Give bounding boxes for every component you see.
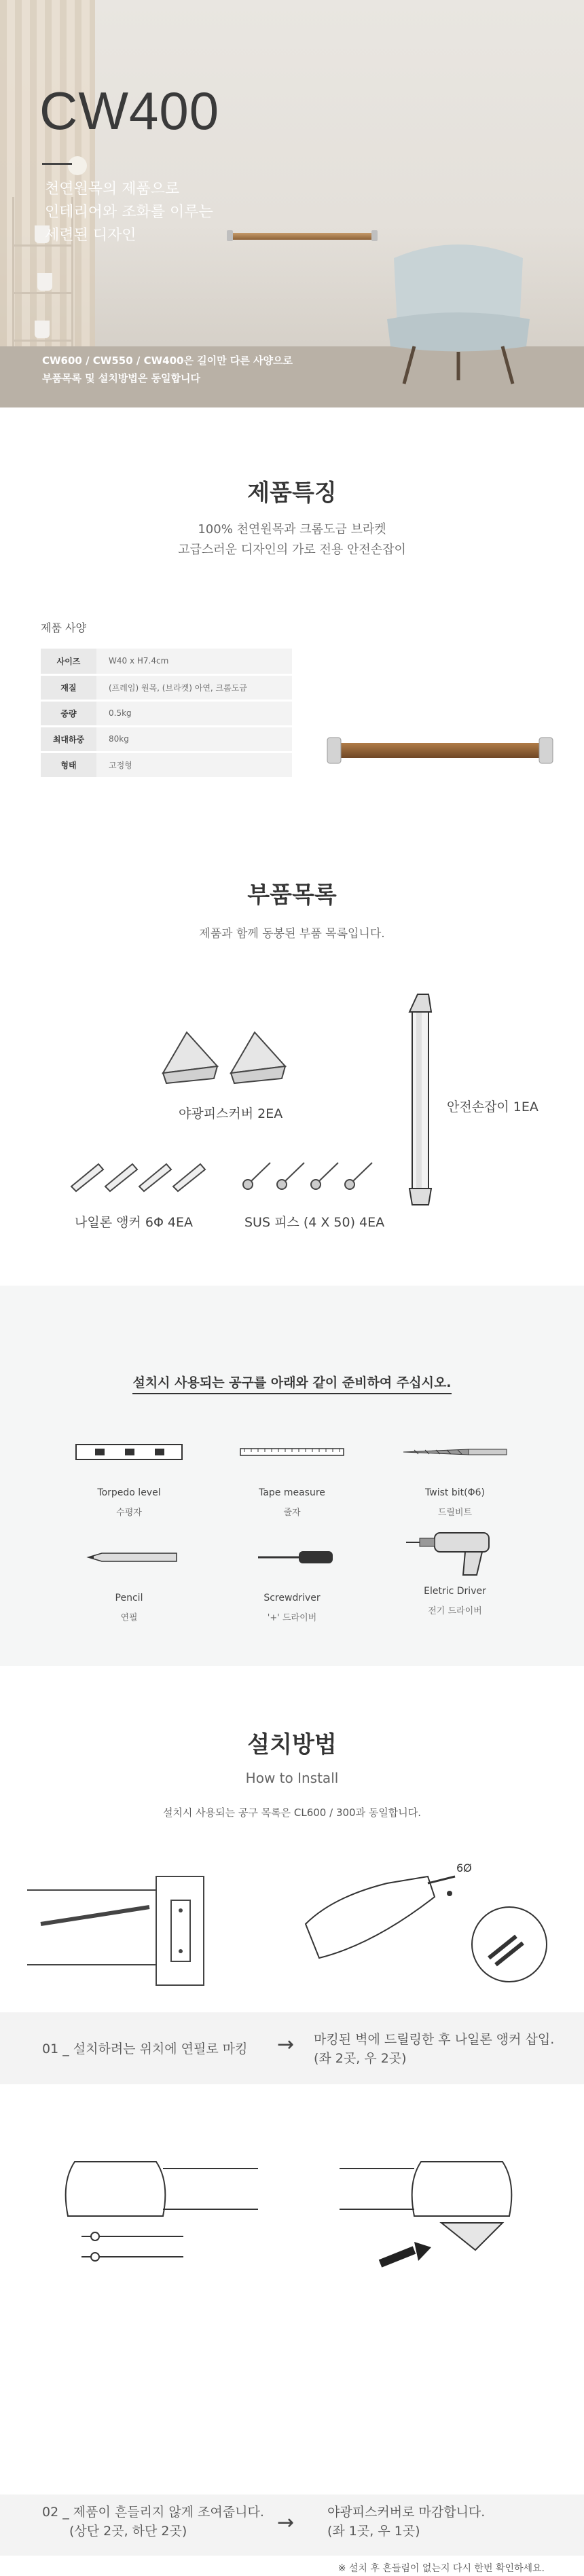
pencil-icon — [75, 1547, 183, 1567]
spec-key: 최대하중 — [41, 726, 96, 752]
spec-label: 제품 사양 — [41, 621, 86, 634]
screwdriver-icon — [238, 1540, 346, 1574]
part-label-sus-screw: SUS 피스 (4 X 50) 4EA — [244, 1215, 385, 1230]
tool-name-ko: '+' 드라이버 — [267, 1613, 317, 1623]
spec-value: 80kg — [96, 726, 292, 752]
tool-name-en: Tape measure — [259, 1487, 325, 1498]
step-1-right-text — [314, 2030, 554, 2068]
title-divider — [42, 163, 72, 165]
install-note: 설치시 사용되는 공구 목록은 CL600 / 300과 동일합니다. — [162, 1807, 422, 1819]
nylon-anchor-image — [68, 1156, 211, 1197]
step-line: 야광피스커버로 마감합니다. — [327, 2505, 486, 2520]
tool-name-ko: 연필 — [120, 1613, 138, 1623]
table-row — [41, 700, 292, 726]
tool-name-ko: 드릴비트 — [437, 1508, 473, 1518]
subtitle-line: 고급스러운 디자인의 가로 전용 안전손잡이 — [178, 543, 406, 557]
step-1-left-text: 01 _ 설치하려는 위치에 연필로 마킹 — [42, 2042, 248, 2056]
spec-value: 고정형 — [96, 752, 292, 778]
install-title: 설치방법 — [247, 1731, 337, 1758]
tool-name-ko: 전기 드라이버 — [428, 1606, 482, 1616]
parts-title: 부품목록 — [247, 882, 337, 909]
cover-finish-illustration — [340, 2155, 543, 2291]
step-line: 마킹된 벽에 드릴링한 후 나일론 앵커 삽입. — [314, 2032, 555, 2047]
note-line: CW600 / CW550 / CW400은 길이만 다른 사양으로 — [42, 355, 293, 367]
tool-name-en: Screwdriver — [263, 1593, 321, 1603]
tool-name-ko: 수평자 — [116, 1508, 142, 1518]
table-row — [41, 674, 292, 700]
step-line: (상단 2곳, 하단 2곳) — [69, 2524, 187, 2539]
tape-measure-icon — [238, 1442, 346, 1462]
note-line: 부품목록 및 설치방법은 동일합니다 — [42, 372, 201, 384]
drill-bit-icon — [401, 1442, 509, 1462]
table-row — [41, 726, 292, 752]
part-label-safety-handle: 안전손잡이 1EA — [447, 1100, 539, 1114]
tool-name-ko: 줄자 — [283, 1508, 301, 1518]
tool-item — [211, 1537, 373, 1623]
step-2-right-text — [327, 2503, 485, 2541]
tool-name-en: Torpedo level — [97, 1487, 161, 1498]
install-section — [0, 1666, 584, 2576]
tool-item — [211, 1432, 373, 1518]
part-label-glow-cover: 야광피스커버 2EA — [179, 1106, 283, 1121]
lamp-decor — [68, 156, 87, 175]
table-row — [41, 649, 292, 674]
tool-name-en: Pencil — [115, 1593, 143, 1603]
drill-size-label: 6Ø — [456, 1862, 472, 1874]
screw-fastening-illustration — [54, 2155, 258, 2291]
part-label-nylon-anchor: 나일론 앵커 6Φ 4EA — [75, 1215, 194, 1230]
product-title: CW400 — [39, 81, 220, 141]
tagline-line: 천연원목의 제품으로 — [45, 181, 180, 198]
electric-driver-icon — [401, 1523, 509, 1578]
step-line: (좌 2곳, 우 2곳) — [314, 2051, 407, 2066]
wall-handle-image — [231, 233, 373, 240]
tool-item — [373, 1432, 536, 1518]
final-note: ※ 설치 후 흔들림이 없는지 다시 한번 확인하세요. — [337, 2563, 545, 2574]
spec-key: 중량 — [41, 700, 96, 726]
parts-subtitle: 제품과 함께 동봉된 부품 목록입니다. — [199, 927, 385, 941]
sus-screw-image — [238, 1156, 380, 1197]
tool-item — [48, 1432, 211, 1518]
safety-handle-image — [397, 992, 445, 1209]
tagline-line: 인테리어와 조화를 이루는 — [45, 204, 213, 221]
spec-value: (프레임) 원목, (브라켓) 아연, 크롬도금 — [96, 674, 292, 700]
tagline-line: 세련된 디자인 — [45, 227, 136, 244]
armchair-image — [380, 238, 536, 387]
install-subtitle: How to Install — [245, 1770, 339, 1786]
tools-heading-text: 설치시 사용되는 공구를 아래와 같이 준비하여 주십시오. — [132, 1375, 451, 1394]
spec-key: 형태 — [41, 752, 96, 778]
spec-value: W40 x H7.4cm — [96, 649, 292, 674]
tool-item — [48, 1537, 211, 1623]
spec-table — [41, 649, 292, 779]
step-line: 02 _ 제품이 흔들리지 않게 조여줍니다. — [42, 2505, 264, 2520]
tool-name-en: Eletric Driver — [424, 1586, 486, 1597]
pencil-marking-illustration — [27, 1863, 231, 1992]
step-2-left-text — [42, 2503, 264, 2541]
tools-heading — [0, 1373, 584, 1391]
features-title: 제품특징 — [247, 479, 337, 507]
parts-section — [0, 876, 584, 1284]
glow-cover-image — [156, 1019, 292, 1093]
tool-name-en: Twist bit(Φ6) — [425, 1487, 485, 1498]
level-icon — [75, 1442, 183, 1462]
tools-section — [0, 1286, 584, 1666]
features-subtitle — [0, 520, 584, 560]
spec-value: 0.5kg — [96, 700, 292, 726]
hero-banner — [0, 0, 584, 407]
tool-item — [373, 1523, 536, 1616]
wooden-handle-image — [325, 727, 555, 774]
arrow-right-icon: → — [277, 2033, 295, 2056]
drilling-illustration — [292, 1856, 564, 1999]
hero-tagline — [45, 178, 213, 247]
table-row — [41, 752, 292, 778]
features-section — [0, 407, 584, 910]
arrow-right-icon: → — [277, 2511, 295, 2535]
spec-key: 재질 — [41, 674, 96, 700]
subtitle-line: 100% 천연원목과 크롬도금 브라켓 — [198, 522, 386, 537]
hero-note — [42, 352, 293, 387]
spec-key: 사이즈 — [41, 649, 96, 674]
step-line: (좌 1곳, 우 1곳) — [327, 2524, 420, 2539]
